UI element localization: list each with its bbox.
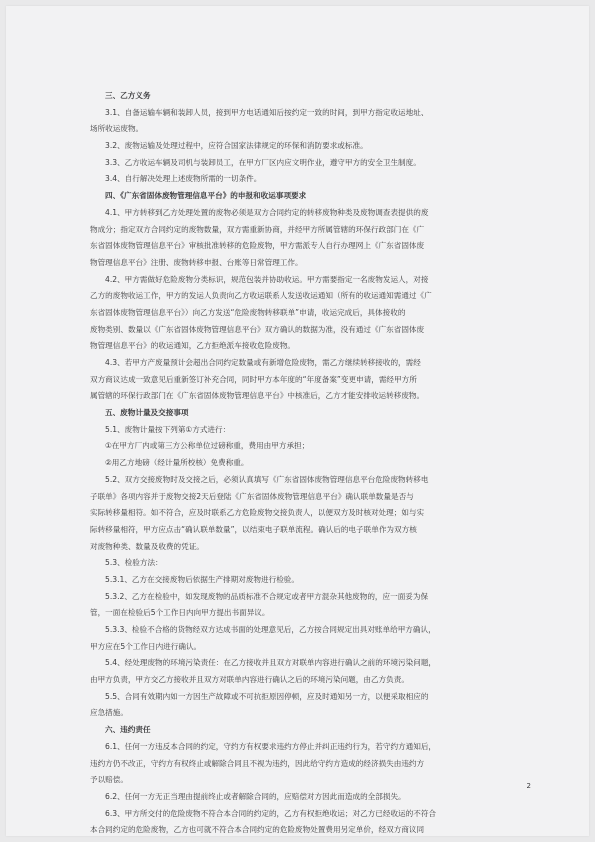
- text-line: 对废物种类、数量及收费的凭证。: [90, 541, 204, 551]
- text-line: 违约方仍不改正，守约方有权终止或解除合同且不视为违约，因此给守约方造成的经济损失由违约方: [90, 758, 425, 768]
- text-line: 3.1、自备运输车辆和装卸人员，接到甲方电话通知后按约定一致的时间，到甲方指定收运地址、: [105, 107, 429, 117]
- section-heading: 三、乙方义务: [105, 91, 151, 100]
- text-line: 5.1、废物计量按下列第①方式进行：: [105, 424, 231, 434]
- text-line: 5.4、经处理废物的环境污染责任：在乙方接收并且双方对联单内容进行确认之前的环境污染问题，: [105, 658, 437, 668]
- contract-text-body: [90, 88, 537, 839]
- text-line: 乙方的废物收运工作，甲方的发运人负责向乙方收运联系人发送收运通知（所有的收运通知需通过《广: [90, 291, 432, 301]
- document-page: [6, 6, 589, 836]
- text-line: 5.3、检验方法：: [105, 558, 163, 568]
- text-line: 5.5、合同有效期内如一方因生产故障或不可抗拒原因停顿，应及时通知另一方，以便采取相应的: [105, 691, 429, 701]
- text-line: 物管理信息平台》注册、废物转移申报、台账等日常管理工作。: [90, 257, 303, 267]
- text-line: ②用乙方地磅（经计量所校核）免费称重。: [105, 458, 249, 468]
- section-heading: 四、《广东省固体废物管理信息平台》的申报和收运事项要求: [105, 191, 307, 201]
- text-line: 双方商议达成一致意见后重新签订补充合同，同时甲方本年度的“年度备案”变更申请，需经甲方所: [90, 374, 417, 384]
- text-line: 5.3.1、乙方在交接废物后依据生产排期对废物进行检验。: [105, 574, 299, 584]
- text-line: 4.2、甲方需做好危险废物分类标识，规范包装并协助收运。甲方需要指定一名废物发运人，对接: [105, 274, 429, 284]
- text-line: 5.2、双方交接废物时及交接之后，必须认真填写《广东省固体废物管理信息平台危险废物转移电: [105, 474, 429, 484]
- text-line: 甲方应在5个工作日内进行确认。: [90, 641, 202, 651]
- text-line: 东省固体废物管理信息平台》）向乙方发送“危险废物转移联单”申请，收运完成后，具体接收的: [90, 307, 406, 317]
- text-line: 由甲方负责，甲方交乙方接收并且双方对联单内容进行确认之后的环境污染问题，由乙方负责。: [90, 675, 409, 685]
- text-line: 本合同约定的危险废物，乙方也可就不符合本合同约定的危险废物处置费用另定单价，经双方商议同: [90, 825, 425, 835]
- page-number: 2: [526, 782, 531, 790]
- text-line: 3.2、废物运输及处理过程中，应符合国家法律规定的环保和消防要求或标准。: [105, 141, 368, 151]
- text-line: 管，一面在检验后5个工作日内向甲方提出书面异议。: [90, 608, 270, 618]
- text-line: 子联单》各项内容并于废物交接2天后登陆《广东省固体废物管理信息平台》确认联单数量是否与: [90, 491, 414, 501]
- section-heading: 六、违约责任: [105, 725, 151, 735]
- text-line: 属管辖的环保行政部门在《广东省固体废物管理信息平台》中核准后，乙方才能安排收运转移废物。: [90, 391, 425, 401]
- text-line: 实际转移量相符。如不符合，应及时联系乙方危险废物交接负责人，以便双方及时核对处理；如与实: [90, 508, 425, 518]
- text-line: 场所收运废物。: [90, 124, 144, 134]
- section-heading: 五、废物计量及交接事项: [105, 408, 189, 418]
- text-line: 4.3、若甲方产废量预计会超出合同约定数量或有新增危险废物，需乙方继续转移接收的，需经: [105, 358, 421, 367]
- text-line: 东省固体废物管理信息平台》审核批准转移的危险废物，甲方需派专人自行办理网上《广东省固体废: [90, 241, 425, 251]
- text-line: 4.1、甲方转移到乙方处理处置的废物必须是双方合同约定的转移废物种类及废物调查表提供的废: [105, 207, 429, 217]
- text-line: 5.3.2、乙方在检验中，如发现废物的品质标准不合规定或者甲方混杂其他废物的，应一面妥为保: [105, 591, 429, 601]
- text-line: ①在甲方厂内或第三方公称单位过磅称重，费用由甲方承担；: [105, 441, 310, 451]
- text-line: 3.4、自行解决处理上述废物所需的一切条件。: [105, 174, 262, 184]
- text-line: 废物类别、数量以《广东省固体废物管理信息平台》双方确认的数据为准，没有通过《广东省固体废: [90, 324, 425, 334]
- text-line: 予以赔偿。: [90, 775, 128, 785]
- text-line: 物成分；指定双方合同约定的废物数量，双方需重新协商，并经甲方所属管辖的环保行政部门在《广: [90, 224, 425, 234]
- text-line: 5.3.3、检验不合格的货物经双方达成书面的处理意见后，乙方按合同规定出具对账单给甲方确认，: [105, 625, 436, 634]
- text-line: 际转移量相符，甲方应点击“确认联单数量”，以结束电子联单流程。确认后的电子联单作为双方核: [90, 524, 417, 534]
- text-line: 应急措施。: [90, 708, 128, 718]
- text-line: 物管理信息平台》的收运通知，乙方拒绝派车接收危险废物。: [90, 341, 296, 351]
- text-line: 6.2、任何一方无正当理由提前终止或者解除合同的，应赔偿对方因此而造成的全部损失。: [105, 791, 406, 801]
- text-line: 6.3、甲方所交付的危险废物不符合本合同的约定的，乙方有权拒绝收运；对乙方已经收运的不符合: [105, 808, 437, 818]
- text-line: 3.3、乙方收运车辆及司机与装卸员工，在甲方厂区内应文明作业，遵守甲方的安全卫生制度。: [105, 157, 421, 167]
- text-line: 6.1、任何一方违反本合同的约定，守约方有权要求违约方停止并纠正违约行为，若守约方通知后，: [105, 741, 437, 751]
